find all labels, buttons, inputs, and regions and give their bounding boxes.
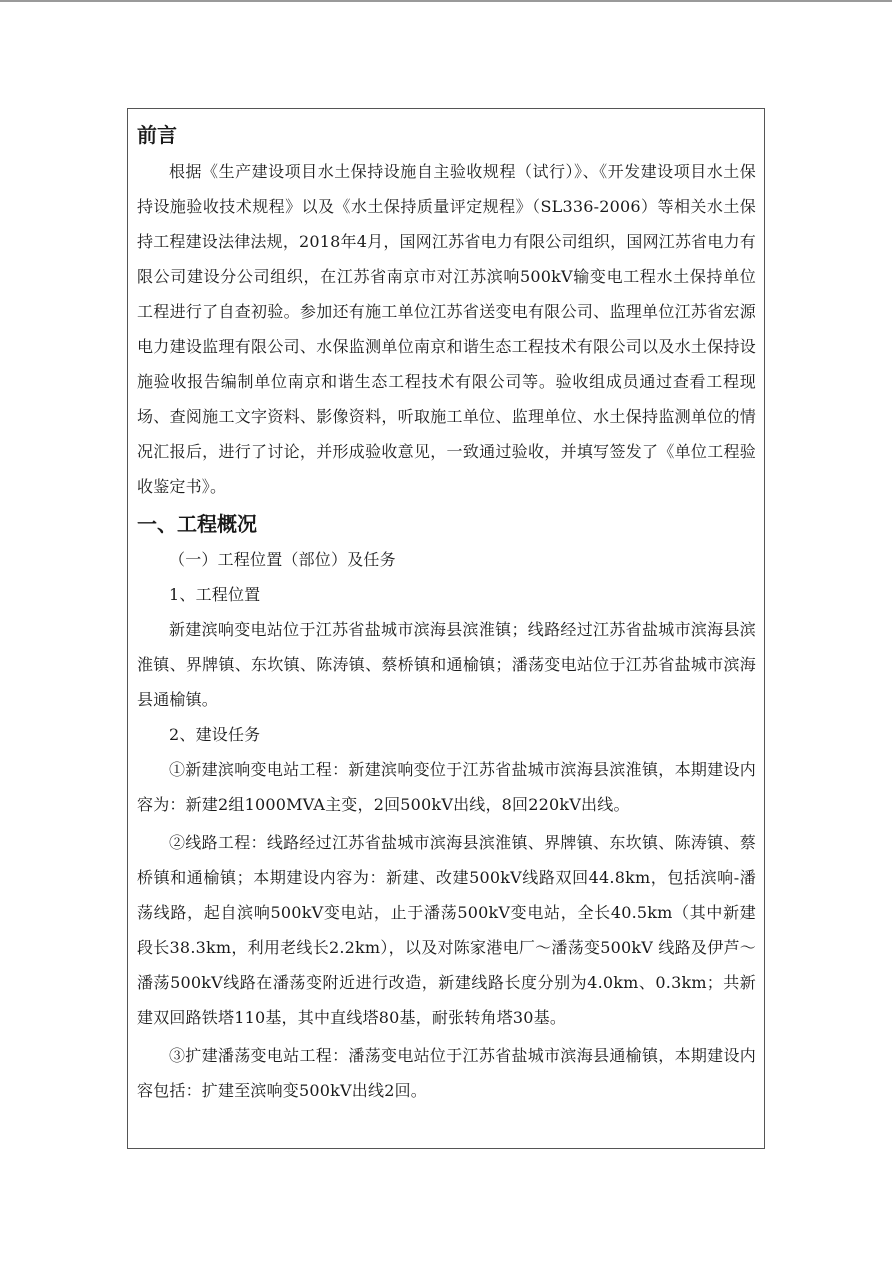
task-substation-text: ①新建滨响变电站工程：新建滨响变位于江苏省盐城市滨海县滨淮镇，本期建设内容为：新建2组1000MVA主变，2回500kV出线，8回220kV出线。 [137, 760, 756, 814]
page-top-edge [0, 0, 892, 2]
item-location-heading: 1、工程位置 [169, 585, 261, 604]
subsection-location-tasks-heading: （一）工程位置（部位）及任务 [169, 550, 396, 569]
item-tasks-heading: 2、建设任务 [169, 725, 261, 744]
preface-paragraph: 根据《生产建设项目水土保持设施自主验收规程（试行）》、《开发建设项目水土保持设施验收技术规程》以及《水土保持质量评定规程》（SL336-2006）等相关水土保持工程建设法律法规，2018年4月，国网江苏省电力有限公司组织，国网江苏省电力有限公司建设分公司组织，在江苏省南京市对江苏滨响500kV输变电工程水土保持单位工程进行了自查初验。参加还有施工单位江苏省送变电有限公司、监理单位江苏省宏源电力建设监理有限公司、水保监测单位南京和谐生态工程技术有限公司以及水土保持设施验收报告编制单位南京和谐生态工程技术有限公司等。验收组成员通过查看工程现场、查阅施工文字资料、影像资料，听取施工单位、监理单位、水土保持监测单位的情况汇报后，进行了讨论，并形成验收意见，一致通过验收，并填写签发了《单位工程验收鉴定书》。 [137, 162, 756, 496]
task-expansion-text: ③扩建潘荡变电站工程：潘荡变电站位于江苏省盐城市滨海县通榆镇，本期建设内容包括：扩建至滨响变500kV出线2回。 [137, 1046, 756, 1100]
preface-heading: 前言 [137, 123, 177, 147]
item-location-text: 新建滨响变电站位于江苏省盐城市滨海县滨淮镇；线路经过江苏省盐城市滨海县滨淮镇、界牌镇、东坎镇、陈涛镇、蔡桥镇和通榆镇；潘荡变电站位于江苏省盐城市滨海县通榆镇。 [137, 620, 756, 709]
section-project-overview-heading: 一、工程概况 [137, 512, 257, 536]
task-line-text: ②线路工程：线路经过江苏省盐城市滨海县滨淮镇、界牌镇、东坎镇、陈涛镇、蔡桥镇和通榆镇；本期建设内容为：新建、改建500kV线路双回44.8km，包括滨响-潘荡线路，起自滨响500kV变电站，止于潘荡500kV变电站，全长40.5km（其中新建段长38.3km，利用老线长2.2km），以及对陈家港电厂～潘荡变500kV 线路及伊芦～潘荡500kV线路在潘荡变附近进行改造，新建线路长度分别为4.0km、0.3km；共新建双回路铁塔110基，其中直线塔80基，耐张转角塔30基。 [137, 833, 756, 1027]
document-frame [127, 108, 765, 1149]
